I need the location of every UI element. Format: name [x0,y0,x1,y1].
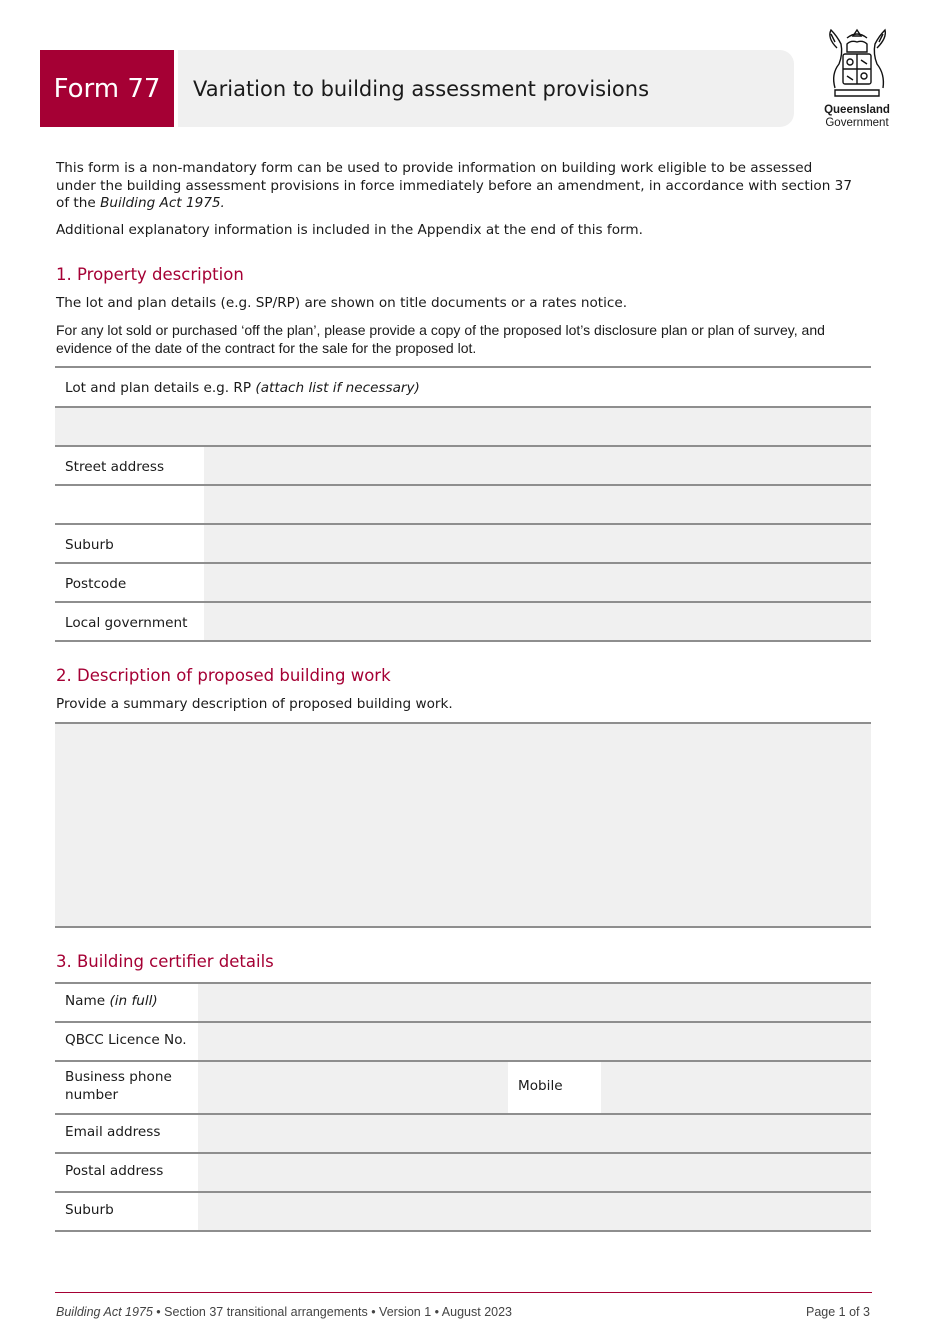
name-input[interactable] [198,984,871,1021]
street-address-input[interactable] [204,447,871,484]
postcode-row [55,564,871,603]
coat-of-arms-icon [817,24,897,104]
certifier-suburb-label: Suburb [65,1202,114,1218]
certifier-suburb-input[interactable] [198,1193,871,1230]
local-government-input[interactable] [204,603,871,640]
name-label: Name (in full) [65,993,158,1009]
mobile-input[interactable] [601,1062,871,1113]
logo-text-government: Government [825,117,889,129]
email-row [55,1115,871,1154]
street-address-label: Street address [65,459,165,475]
phone-row [55,1062,871,1115]
queensland-government-logo [812,24,902,134]
form-number: Form 77 [53,73,161,104]
certifier-suburb-row [55,1193,871,1232]
street-address-line2-row [55,486,871,525]
licence-label: QBCC Licence No. [65,1032,187,1048]
postal-address-label: Postal address [65,1163,164,1179]
suburb-row [55,525,871,564]
suburb-input[interactable] [204,525,871,562]
postal-address-row [55,1154,871,1193]
form-number-badge [40,50,174,127]
licence-row [55,1023,871,1062]
footer-text: Building Act 1975 • Section 37 transitional arrangements • Version 1 • August 2023 [56,1305,513,1319]
licence-input[interactable] [198,1023,871,1060]
postcode-input[interactable] [204,564,871,601]
postal-address-input[interactable] [198,1154,871,1191]
email-input[interactable] [198,1115,871,1152]
section2-heading: 2. Description of proposed building work [56,666,391,685]
logo-text-queensland: Queensland [824,104,890,116]
building-certifier-table [55,982,871,1232]
lot-plan-input[interactable] [55,408,871,445]
postcode-label: Postcode [65,576,127,592]
building-work-row [55,724,871,928]
page-title: Variation to building assessment provisions [178,50,794,127]
building-work-table [55,722,871,928]
lot-plan-row [55,408,871,447]
street-address-row [55,447,871,486]
section3-heading: 3. Building certifier details [56,952,274,971]
lot-plan-label-row [55,368,871,408]
section1-note-title: The lot and plan details (e.g. SP/RP) are shown on title documents or a rates notice. [56,295,628,311]
lot-plan-label: Lot and plan details e.g. RP (attach list if necessary) [65,380,420,396]
footer-divider [55,1292,872,1293]
page-number: Page 1 of 3 [806,1305,870,1319]
intro-appendix-note: Additional explanatory information is included in the Appendix at the end of this form. [56,222,643,238]
intro-paragraph: This form is a non-mandatory form can be used to provide information on building work eligible to be assessed under the building assessment provisions in force immediately before an amendment, in accordance with section 37 of the Building Act 1975. [56,160,852,211]
business-phone-input[interactable] [198,1062,508,1113]
section2-note: Provide a summary description of proposed building work. [56,696,453,712]
street-address-line2-input[interactable] [204,486,871,523]
section1-heading: 1. Property description [56,265,244,284]
local-government-row [55,603,871,642]
property-description-table [55,366,871,642]
building-work-description-input[interactable] [55,724,871,926]
mobile-label: Mobile [518,1078,563,1094]
section1-note-off-plan: For any lot sold or purchased ‘off the plan’, please provide a copy of the proposed lot’s disclosure plan or plan of survey, and evidence of the date of the contract for the sale for the proposed lot. [56,322,825,356]
name-row [55,984,871,1023]
local-government-label: Local government [65,615,188,631]
suburb-label: Suburb [65,537,114,553]
email-label: Email address [65,1124,161,1140]
business-phone-label: Business phone number [65,1069,172,1103]
